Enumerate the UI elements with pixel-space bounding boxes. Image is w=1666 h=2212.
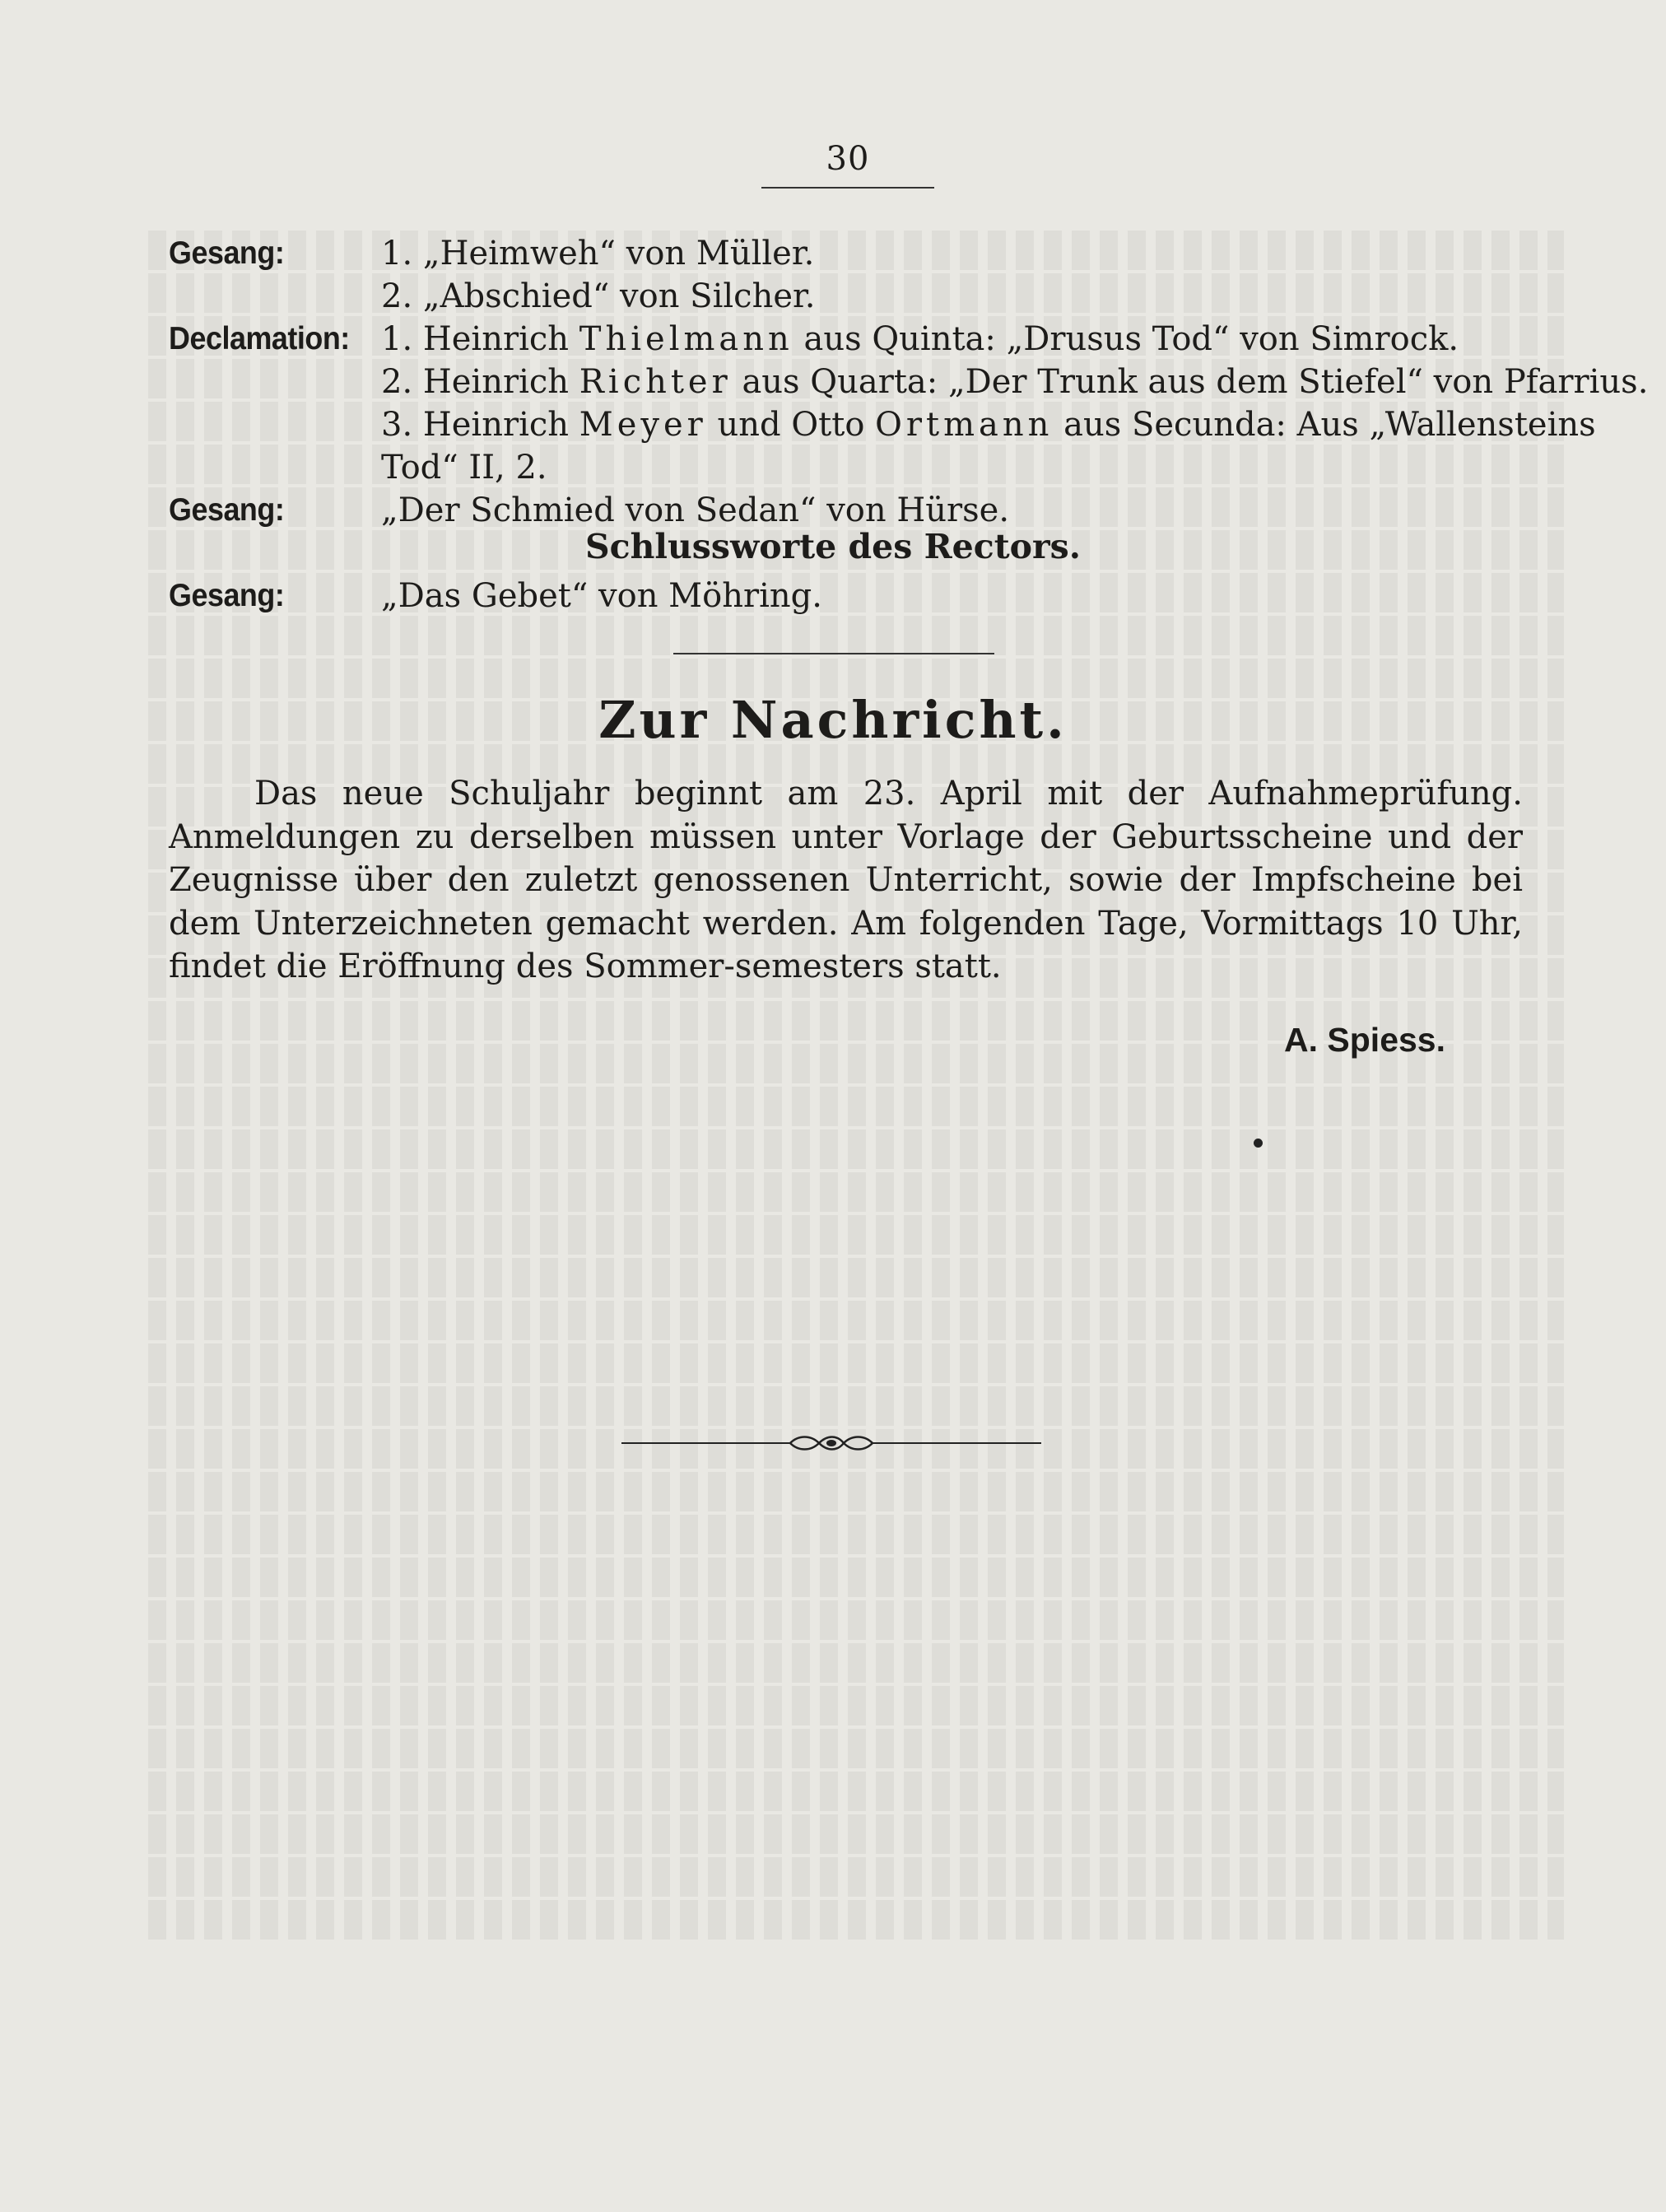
program-row-text xyxy=(381,318,1459,361)
program-text-part: Tod“ II, 2. xyxy=(381,449,547,487)
performer-surname: Meyer xyxy=(579,406,707,444)
ornamental-divider xyxy=(621,1431,1041,1455)
program-text-part: und Otto xyxy=(706,406,876,444)
program-row-text: „Das Gebet“ von Möhring. xyxy=(381,577,822,615)
program-row-text xyxy=(381,275,815,318)
program-row-label: Gesang: xyxy=(169,578,285,613)
section-divider xyxy=(673,653,994,654)
page-number: 30 xyxy=(826,140,870,178)
program-row-text xyxy=(381,232,814,275)
program-row-label: Gesang: xyxy=(169,235,285,271)
program-text-part: aus Secunda: Aus „Wallensteins xyxy=(1053,406,1596,444)
program-text-part: 1. Heinrich xyxy=(381,320,579,358)
program-row-text xyxy=(381,361,1648,403)
program-text-part: aus Quarta: „Der Trunk aus dem Stiefel“ von Pfarrius. xyxy=(731,363,1649,401)
performer-surname: Ortmann xyxy=(875,406,1054,444)
program-text-part: 1. „Heimweh“ von Müller. xyxy=(381,235,815,272)
program-text-part: 3. Heinrich xyxy=(381,406,579,444)
signature: A. Spiess. xyxy=(1284,1021,1445,1059)
ink-dot xyxy=(1254,1139,1263,1148)
program-text-part: 2. Heinrich xyxy=(381,363,579,401)
program-row-label: Declamation: xyxy=(169,321,350,356)
program-text-part: „Der Schmied von Sedan“ von Hürse. xyxy=(381,491,1010,529)
performer-surname: Thielmann xyxy=(579,320,793,358)
notice-paragraph: Das neue Schuljahr beginnt am 23. April mit der Aufnahmeprüfung. Anmeldungen zu derselben müssen unter Vorlage der Geburtsscheine und der Zeugnisse über den zuletzt genossenen Unterricht, sowie der Impfscheine bei dem Unterzeichneten gemacht werden. Am folgenden Tage, Vormittags 10 Uhr, findet die Eröffnung des Sommer-semesters statt. xyxy=(169,775,1523,985)
program-row-text xyxy=(381,403,1596,446)
performer-surname: Richter xyxy=(579,363,732,401)
program-row-text xyxy=(381,489,1009,532)
program-text-part: 2. „Abschied“ von Silcher. xyxy=(381,277,816,315)
program-row-label: Gesang: xyxy=(169,492,285,528)
notice-heading: Zur Nachricht. xyxy=(598,690,1068,750)
closing-words: Schlussworte des Rectors. xyxy=(585,527,1081,566)
program-row-text xyxy=(381,446,547,489)
page-number-rule xyxy=(761,187,934,189)
program-text-part: aus Quinta: „Drusus Tod“ von Simrock. xyxy=(793,320,1459,358)
